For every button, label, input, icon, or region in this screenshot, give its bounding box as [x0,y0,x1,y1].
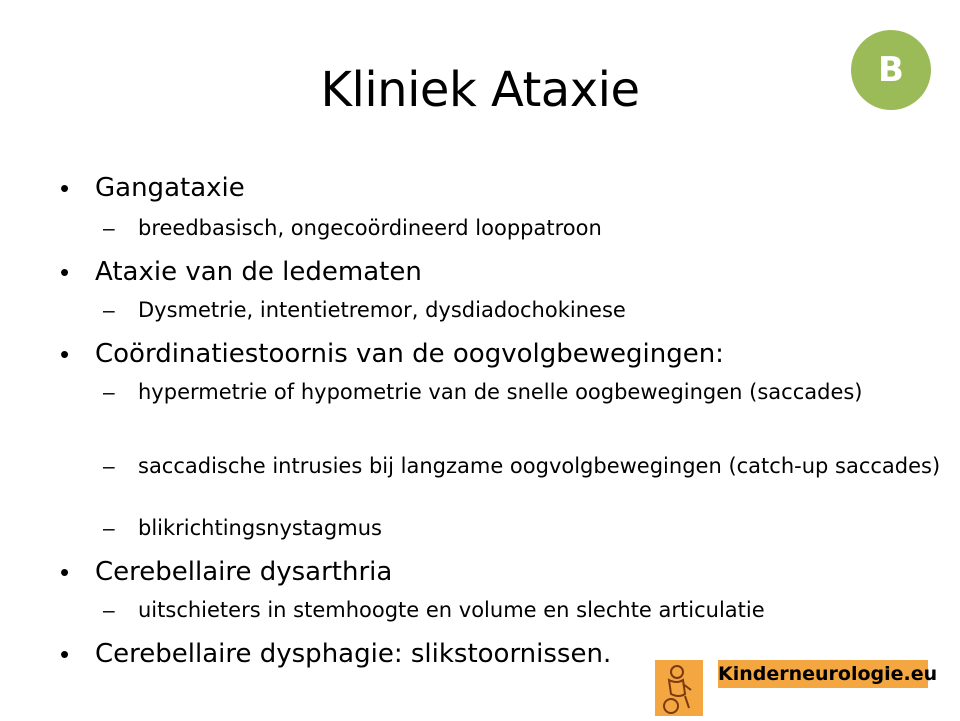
section-badge: B [851,30,931,110]
sub-bullet-text: blikrichtingsnystagmus [138,516,382,540]
bullet-text: Gangataxie [95,173,245,203]
bullet-text: Coördinatiestoornis van de oogvolgbewegingen: [95,339,724,369]
sub-bullet-dash: – [103,517,115,540]
logo-text: Kinderneurologie.eu [718,660,928,688]
bullet-text: Ataxie van de ledematen [95,257,422,287]
sub-bullet-dash: – [103,381,115,404]
bullet-dot: • [60,173,70,203]
sub-bullet-text: hypermetrie of hypometrie van de snelle oogbewegingen (saccades) [138,380,863,404]
bullet-dot: • [60,639,70,669]
sub-bullet-dash: – [103,217,115,240]
sub-bullet-dash: – [103,599,115,622]
sub-bullet-text: saccadische intrusies bij langzame oogvolgbewegingen (catch-up saccades) [138,454,941,478]
sub-bullet-text: Dysmetrie, intentietremor, dysdiadochokinese [138,298,626,322]
bullet-dot: • [60,339,70,369]
sub-bullet-text: breedbasisch, ongecoördineerd looppatroon [138,216,602,240]
sub-bullet-dash: – [103,299,115,322]
sub-bullet-text: uitschieters in stemhoogte en volume en slechte articulatie [138,598,765,622]
bullet-text: Cerebellaire dysarthria [95,557,393,587]
bullet-text: Cerebellaire dysphagie: slikstoornissen. [95,639,612,669]
slide-title: Kliniek Ataxie [320,62,640,118]
bullet-dot: • [60,257,70,287]
logo-figure-icon [655,660,703,716]
sub-bullet-dash: – [103,455,115,478]
bullet-dot: • [60,557,70,587]
